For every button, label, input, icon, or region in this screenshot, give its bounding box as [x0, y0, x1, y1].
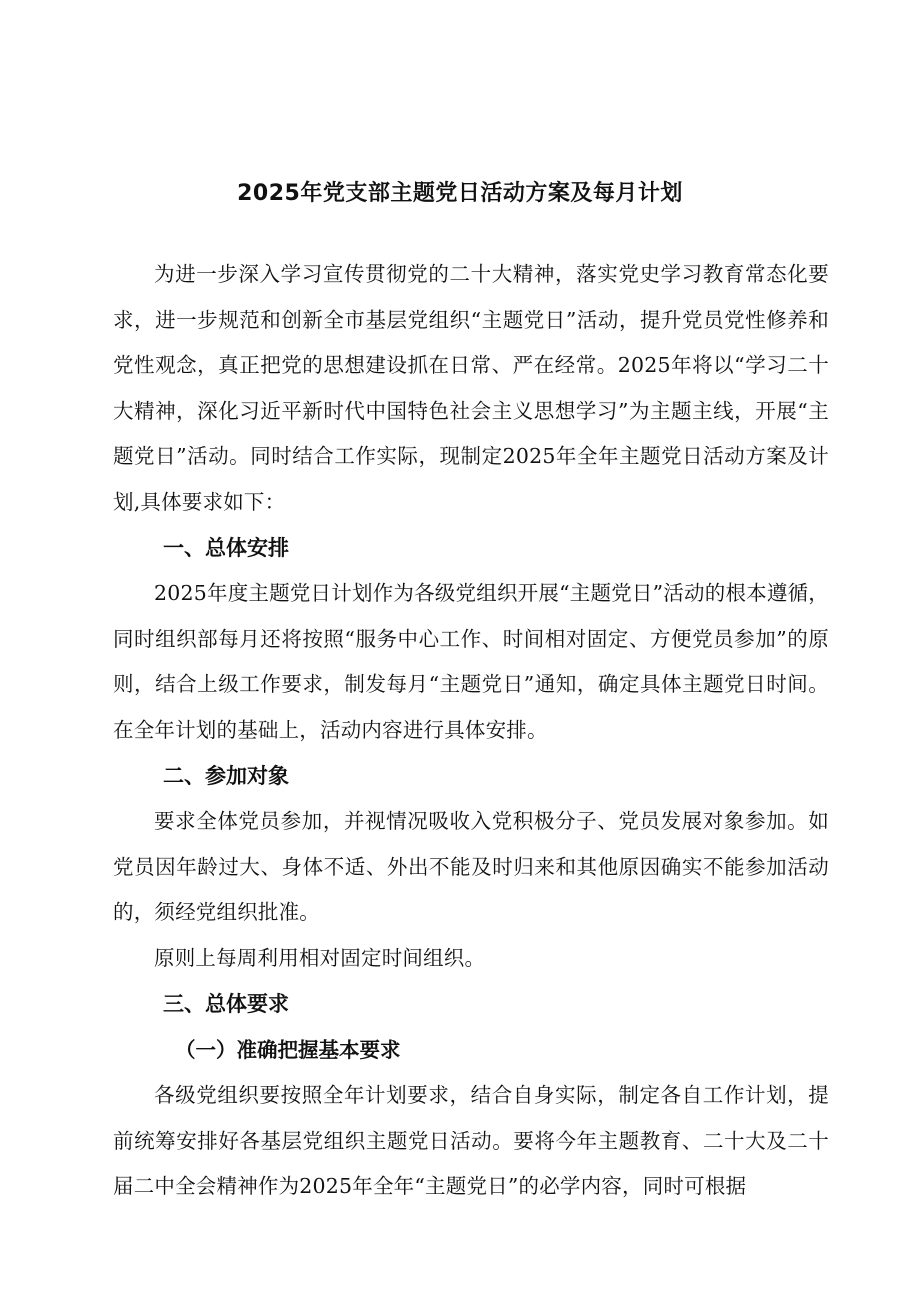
subsection-heading-basic-requirements: （一）准确把握基本要求	[175, 1038, 401, 1062]
overall-arrangement-paragraph: 2025年度主题党日计划作为各级党组织开展“主题党日”活动的根本遵循，同时组织部每月还将按照“服务中心工作、时间相对固定、方便党员参加”的原则，结合上级工作要求，制发每月“主题党日”通知，确定具体主题党日时间。在全年计划的基础上，活动内容进行具体安排。	[113, 581, 829, 742]
intro-paragraph: 为进一步深入学习宣传贯彻党的二十大精神，落实党史学习教育常态化要求，进一步规范和创新全市基层党组织“主题党日”活动，提升党员党性修养和党性观念，真正把党的思想建设抓在日常、严在经常。2025年将以“学习二十大精神，深化习近平新时代中国特色社会主义思想学习”为主题主线，开展“主题党日”活动。同时结合工作实际，现制定2025年全年主题党日活动方案及计划,具体要求如下：	[113, 262, 829, 514]
document-body	[113, 252, 829, 1210]
schedule-paragraph: 原则上每周利用相对固定时间组织。	[154, 945, 486, 970]
participants-paragraph: 要求全体党员参加，并视情况吸收入党积极分子、党员发展对象参加。如党员因年龄过大、身体不适、外出不能及时归来和其他原因确实不能参加活动的，须经党组织批准。	[113, 809, 829, 924]
basic-requirements-paragraph: 各级党组织要按照全年计划要求，结合自身实际，制定各自工作计划，提前统筹安排好各基层党组织主题党日活动。要将今年主题教育、二十大及二十届二中全会精神作为2025年全年“主题党日”的必学内容，同时可根据	[113, 1083, 829, 1198]
document-title: 2025年党支部主题党日活动方案及每月计划	[237, 180, 683, 206]
section-heading-overall-arrangement: 一、总体安排	[163, 536, 289, 560]
section-heading-overall-requirements: 三、总体要求	[163, 992, 289, 1016]
section-heading-participants: 二、参加对象	[163, 764, 289, 788]
